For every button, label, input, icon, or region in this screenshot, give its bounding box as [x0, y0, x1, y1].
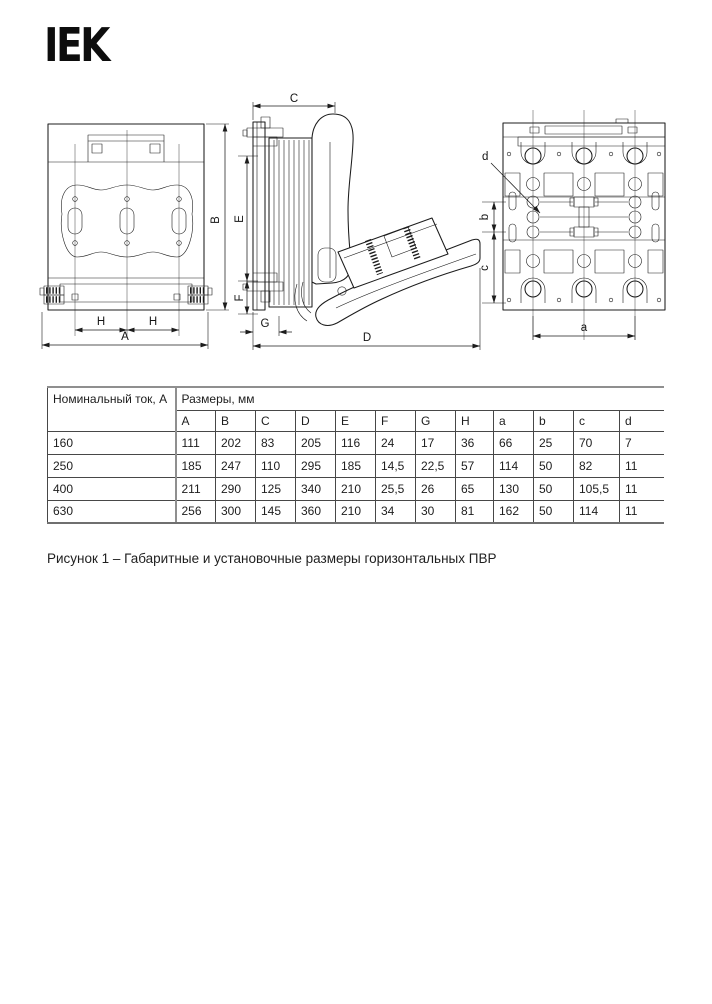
- table-cell: 11: [620, 477, 664, 500]
- table-cell: 185: [176, 454, 216, 477]
- table-header-current: Номинальный ток, А: [48, 387, 176, 431]
- table-cell: 14,5: [376, 454, 416, 477]
- table-cell: 81: [456, 500, 494, 523]
- table-cell: 114: [574, 500, 620, 523]
- table-row-250: [48, 454, 664, 477]
- dim-col-header-A: A: [176, 410, 216, 431]
- table-cell: 24: [376, 431, 416, 454]
- table-header-sizes: Размеры, мм: [176, 387, 664, 410]
- table-cell: 256: [176, 500, 216, 523]
- dimensions-table: [47, 386, 664, 524]
- table-cell: 26: [416, 477, 456, 500]
- table-cell: 50: [534, 477, 574, 500]
- dim-col-header-d: d: [620, 410, 664, 431]
- dim-label-E: E: [234, 215, 246, 223]
- table-cell: 116: [336, 431, 376, 454]
- table-cell-current: 250: [48, 454, 176, 477]
- dimension-B: [206, 124, 229, 310]
- table-cell-current: 400: [48, 477, 176, 500]
- dim-col-header-F: F: [376, 410, 416, 431]
- table-cell: 145: [256, 500, 296, 523]
- table-cell-current: 160: [48, 431, 176, 454]
- table-cell: 7: [620, 431, 664, 454]
- table-row-630: [48, 500, 664, 523]
- dim-label-B: B: [210, 216, 222, 224]
- table-cell: 82: [574, 454, 620, 477]
- table-cell: 211: [176, 477, 216, 500]
- figure-caption: Рисунок 1 – Габаритные и установочные размеры горизонтальных ПВР: [47, 551, 497, 566]
- front-view-drawing: [36, 96, 236, 356]
- table-cell: 295: [296, 454, 336, 477]
- table-cell: 290: [216, 477, 256, 500]
- table-cell: 162: [494, 500, 534, 523]
- table-cell: 25,5: [376, 477, 416, 500]
- dimension-G: [240, 312, 292, 350]
- table-header-row: [48, 387, 664, 410]
- dim-label-D: D: [362, 332, 372, 344]
- dim-col-header-D: D: [296, 410, 336, 431]
- table-cell: 70: [574, 431, 620, 454]
- dimension-c: [479, 232, 506, 303]
- table-cell: 210: [336, 500, 376, 523]
- dimension-d: [482, 151, 540, 213]
- rear-view-centerlines: [533, 110, 635, 340]
- table-cell: 110: [256, 454, 296, 477]
- front-view-body: [48, 124, 204, 310]
- dimension-F: [234, 281, 258, 314]
- table-cell: 11: [620, 500, 664, 523]
- dim-label-G: G: [260, 318, 270, 330]
- table-cell: 11: [620, 454, 664, 477]
- dim-col-header-C: C: [256, 410, 296, 431]
- table-cell: 25: [534, 431, 574, 454]
- side-view-drawing: [234, 86, 489, 358]
- table-cell: 34: [376, 500, 416, 523]
- dim-label-a: a: [580, 322, 588, 334]
- table-cell: 66: [494, 431, 534, 454]
- table-cell: 205: [296, 431, 336, 454]
- table-cell: 185: [336, 454, 376, 477]
- dim-label-d: d: [482, 151, 489, 163]
- table-cell: 202: [216, 431, 256, 454]
- table-row-400: [48, 477, 664, 500]
- dimension-b: [479, 202, 506, 232]
- dim-label-F: F: [234, 294, 246, 302]
- dim-col-header-a: a: [494, 410, 534, 431]
- rear-view-drawing: [478, 96, 690, 348]
- iek-logo: IEK: [44, 18, 108, 72]
- table-cell: 360: [296, 500, 336, 523]
- dim-label-H-right: H: [148, 316, 158, 328]
- table-cell: 17: [416, 431, 456, 454]
- dim-col-header-B: B: [216, 410, 256, 431]
- table-cell: 210: [336, 477, 376, 500]
- table-cell: 247: [216, 454, 256, 477]
- front-view-centerlines: [75, 130, 179, 336]
- front-view-terminals: [40, 286, 212, 304]
- table-cell: 105,5: [574, 477, 620, 500]
- table-cell: 22,5: [416, 454, 456, 477]
- dim-label-A: A: [121, 331, 129, 343]
- dim-col-header-b: b: [534, 410, 574, 431]
- table-cell: 65: [456, 477, 494, 500]
- dimension-C: [253, 93, 335, 120]
- dim-label-H-left: H: [96, 316, 106, 328]
- table-cell: 114: [494, 454, 534, 477]
- table-cell: 83: [256, 431, 296, 454]
- dim-col-header-G: G: [416, 410, 456, 431]
- table-cell-current: 630: [48, 500, 176, 523]
- table-cell: 50: [534, 500, 574, 523]
- dim-label-b: b: [479, 213, 491, 221]
- table-cell: 30: [416, 500, 456, 523]
- table-cell: 57: [456, 454, 494, 477]
- dimension-A: [42, 312, 208, 349]
- side-view-body: [243, 114, 353, 321]
- table-cell: 340: [296, 477, 336, 500]
- table-cell: 111: [176, 431, 216, 454]
- dim-col-header-c: c: [574, 410, 620, 431]
- dim-label-C: C: [289, 93, 299, 105]
- table-row-160: [48, 431, 664, 454]
- table-cell: 50: [534, 454, 574, 477]
- table-cell: 300: [216, 500, 256, 523]
- dimension-E: [234, 156, 258, 281]
- table-cell: 36: [456, 431, 494, 454]
- table-cell: 125: [256, 477, 296, 500]
- dim-col-header-E: E: [336, 410, 376, 431]
- table-cell: 130: [494, 477, 534, 500]
- dim-col-header-H: H: [456, 410, 494, 431]
- dim-label-c: c: [479, 265, 491, 271]
